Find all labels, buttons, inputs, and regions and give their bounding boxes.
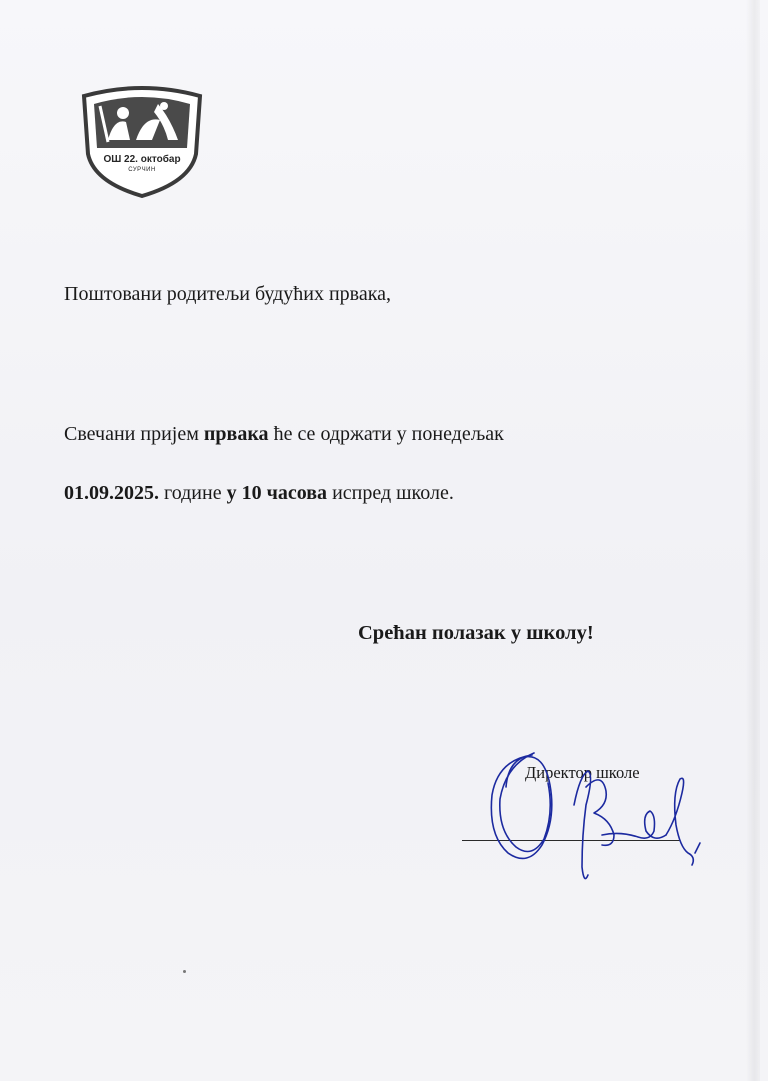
announcement-line-2 bbox=[64, 482, 454, 505]
logo-school-name: ОШ 22. октобар bbox=[103, 154, 181, 165]
paper-edge-shadow bbox=[746, 0, 760, 1081]
logo-town-name: СУРЧИН bbox=[128, 167, 156, 173]
line1-bold-first-graders: првака bbox=[203, 423, 269, 445]
line1-text-a: Свечани пријем bbox=[64, 423, 204, 445]
paper-speck bbox=[183, 970, 186, 973]
school-logo bbox=[78, 82, 206, 198]
line1-text-c: ће се одржати у понедељак bbox=[268, 423, 504, 445]
event-date: 01.09.2025. bbox=[64, 482, 159, 504]
greeting: Поштовани родитељи будућих првака, bbox=[64, 283, 392, 305]
line2-text-b: године bbox=[159, 482, 227, 504]
signatory-title: Директор школе bbox=[525, 763, 640, 782]
announcement-line-1 bbox=[64, 423, 504, 446]
closing-wish: Срећан полазак у школу! bbox=[358, 622, 594, 644]
event-time: у 10 часова bbox=[226, 482, 328, 504]
school-shield-icon bbox=[78, 82, 206, 198]
line2-text-d: испред школе. bbox=[327, 482, 454, 504]
handwritten-signature bbox=[470, 735, 720, 895]
